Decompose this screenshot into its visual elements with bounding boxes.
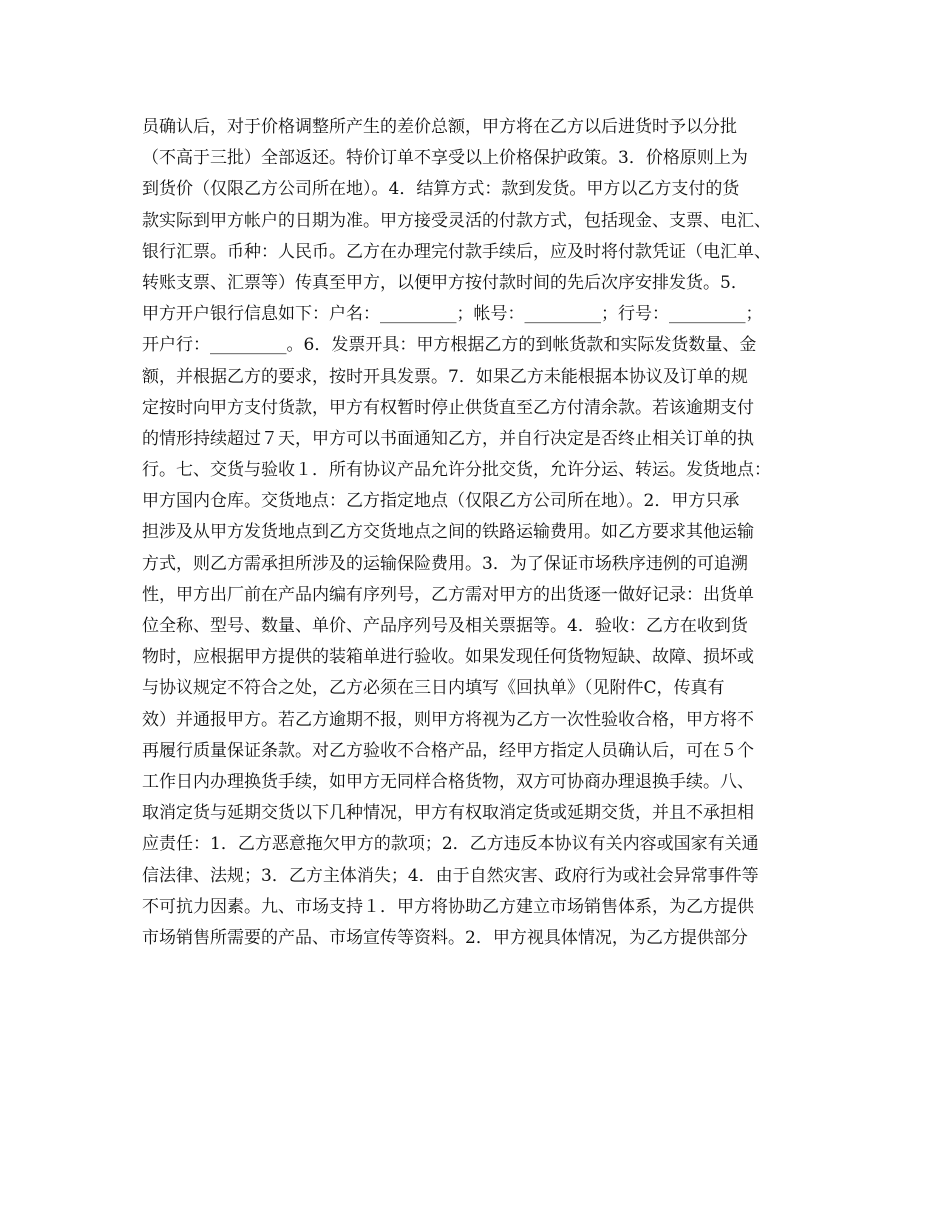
text-line: 位全称、型号、数量、单价、产品序列号及相关票据等。4．验收：乙方在收到货 bbox=[142, 616, 748, 636]
text-line: 定按时向甲方支付货款，甲方有权暂时停止供货直至乙方付清余款。若该逾期支付 bbox=[142, 397, 754, 418]
text-line: 应责任：1．乙方恶意拖欠甲方的款项；2．乙方违反本协议有关内容或国家有关通 bbox=[142, 834, 759, 855]
text-line: 额，并根据乙方的要求，按时开具发票。7．如果乙方未能根据本协议及订单的规 bbox=[142, 366, 748, 387]
text-line: 转账支票、汇票等）传真至甲方，以便甲方按付款时间的先后次序安排发货。5． bbox=[142, 272, 748, 293]
text-line: 行。七、交货与验收１．所有协议产品允许分批交货，允许分运、转运。发货地点： bbox=[142, 460, 771, 481]
text-line: 工作日内办理换货手续，如甲方无同样合格货物，双方可协商办理退换手续。八、 bbox=[142, 771, 754, 792]
text-line: 开户行：_________。6．发票开具：甲方根据乙方的到帐货款和实际发货数量、金 bbox=[142, 335, 757, 356]
text-line: 不可抗力因素。九、市场支持１．甲方将协助乙方建立市场销售体系，为乙方提供 bbox=[142, 896, 754, 917]
document-body bbox=[142, 112, 822, 954]
text-line: 甲方开户银行信息如下：户名：_________；帐号：_________；行号：_________； bbox=[142, 304, 763, 325]
text-line: 到货价（仅限乙方公司所在地）。4．结算方式：款到发货。甲方以乙方支付的货 bbox=[142, 179, 740, 200]
text-line: 甲方国内仓库。交货地点：乙方指定地点（仅限乙方公司所在地）。2．甲方只承 bbox=[142, 491, 740, 512]
text-line: 性，甲方出厂前在产品内编有序列号，乙方需对甲方的出货逐一做好记录：出货单 bbox=[142, 584, 754, 605]
text-line: 员确认后，对于价格调整所产生的差价总额，甲方将在乙方以后进货时予以分批 bbox=[142, 117, 737, 137]
text-line: （不高于三批）全部返还。特价订单不享受以上价格保护政策。3．价格原则上为 bbox=[142, 148, 748, 169]
text-line: 的情形持续超过７天，甲方可以书面通知乙方，并自行决定是否终止相关订单的执 bbox=[142, 428, 754, 449]
text-line: 与协议规定不符合之处，乙方必须在三日内填写《回执单》（见附件C，传真有 bbox=[142, 678, 725, 699]
text-line: 市场销售所需要的产品、市场宣传等资料。2．甲方视具体情况，为乙方提供部分 bbox=[142, 927, 748, 948]
text-line: 方式，则乙方需承担所涉及的运输保险费用。3．为了保证市场秩序违例的可追溯 bbox=[142, 553, 748, 574]
text-line: 银行汇票。币种：人民币。乙方在办理完付款手续后，应及时将付款凭证（电汇单、 bbox=[142, 241, 771, 262]
text-line: 担涉及从甲方发货地点到乙方交货地点之间的铁路运输费用。如乙方要求其他运输 bbox=[142, 522, 754, 543]
text-line: 再履行质量保证条款。对乙方验收不合格产品，经甲方指定人员确认后，可在５个 bbox=[142, 740, 754, 761]
text-line: 款实际到甲方帐户的日期为准。甲方接受灵活的付款方式，包括现金、支票、电汇、 bbox=[142, 210, 771, 231]
text-line: 效）并通报甲方。若乙方逾期不报，则甲方将视为乙方一次性验收合格，甲方将不 bbox=[142, 709, 754, 730]
text-line: 信法律、法规；3．乙方主体消失；4．由于自然灾害、政府行为或社会异常事件等 bbox=[142, 865, 759, 886]
text-line: 物时，应根据甲方提供的装箱单进行验收。如果发现任何货物短缺、故障、损坏或 bbox=[142, 647, 754, 668]
text-line: 取消定货与延期交货以下几种情况，甲方有权取消定货或延期交货，并且不承担相 bbox=[142, 803, 754, 824]
